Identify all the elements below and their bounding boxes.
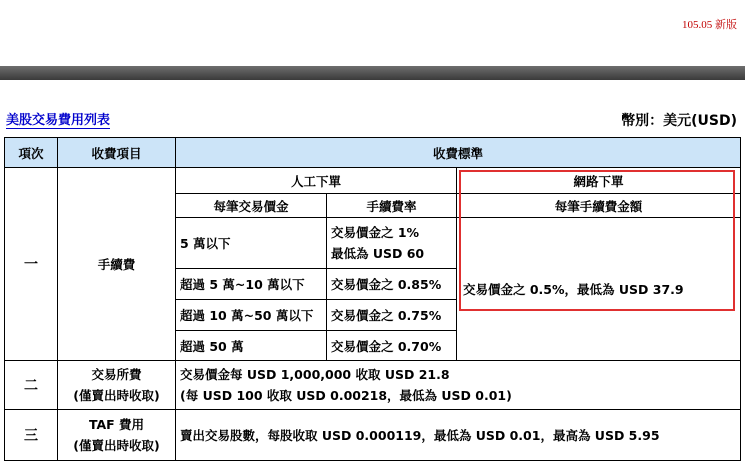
header-item-no: 項次 xyxy=(4,137,58,168)
row-3-item-line1: TAF 費用 xyxy=(88,417,145,432)
row-2-item-line2: (僅賣出時收取) xyxy=(73,388,160,403)
online-fee-value: 交易價金之 0.5%，最低為 USD 37.9 xyxy=(456,217,741,361)
manual-amount-tier-2: 超過 5 萬~10 萬以下 xyxy=(175,268,327,300)
row-1-number: 一 xyxy=(4,167,58,361)
header-standard: 收費標準 xyxy=(175,137,741,168)
online-highlight-box xyxy=(459,170,735,311)
manual-rate-tier-1-line1: 交易價金之 1% xyxy=(331,225,420,240)
row-2-item-line1: 交易所費 xyxy=(91,367,142,382)
manual-amount-tier-3: 超過 10 萬~50 萬以下 xyxy=(175,299,327,331)
header-fee-item: 收費項目 xyxy=(57,137,176,168)
manual-rate-header: 手續費率 xyxy=(326,193,457,218)
row-3-item-line2: (僅賣出時收取) xyxy=(73,438,160,453)
row-2-number: 二 xyxy=(4,360,58,410)
manual-rate-tier-1 xyxy=(326,217,457,269)
manual-rate-tier-4: 交易價金之 0.70% xyxy=(326,330,457,361)
manual-rate-tier-1-line2: 最低為 USD 60 xyxy=(331,246,425,261)
currency-label: 幣別：美元(USD) xyxy=(621,113,737,129)
manual-rate-tier-3: 交易價金之 0.75% xyxy=(326,299,457,331)
page-title: 美股交易費用列表 xyxy=(6,113,111,128)
header-band xyxy=(0,66,745,80)
row-2-detail-line1: 交易價金每 USD 1,000,000 收取 USD 21.8 xyxy=(180,367,450,382)
row-3-item xyxy=(57,409,176,461)
row-2-item xyxy=(57,360,176,410)
manual-amount-tier-4: 超過 50 萬 xyxy=(175,330,327,361)
row-2-detail-line2: (每 USD 100 收取 USD 0.00218，最低為 USD 0.01) xyxy=(180,388,512,403)
manual-order-title: 人工下單 xyxy=(175,167,457,194)
version-label: 105.05 新版 xyxy=(682,19,737,31)
manual-rate-tier-2: 交易價金之 0.85% xyxy=(326,268,457,300)
online-fee-header: 每筆手續費金額 xyxy=(456,193,741,218)
row-3-number: 三 xyxy=(4,409,58,461)
row-3-detail: 賣出交易股數，每股收取 USD 0.000119，最低為 USD 0.01，最高為 USD 5.95 xyxy=(175,409,741,461)
manual-amount-tier-1: 5 萬以下 xyxy=(175,217,327,269)
row-2-detail xyxy=(175,360,741,410)
online-order-title: 網路下單 xyxy=(456,167,741,194)
manual-amount-header: 每筆交易價金 xyxy=(175,193,327,218)
row-1-item: 手續費 xyxy=(57,167,176,361)
